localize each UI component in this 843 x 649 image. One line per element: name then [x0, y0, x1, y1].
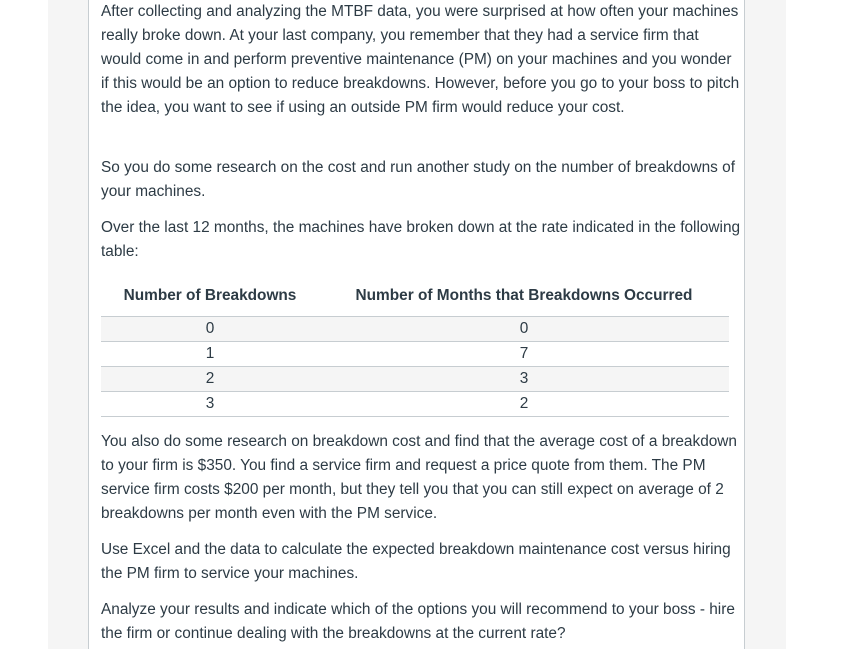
cell-months: 3: [319, 367, 729, 392]
cell-breakdowns: 2: [101, 367, 319, 392]
table-row: [101, 317, 729, 342]
table-header-row: [101, 276, 729, 317]
header-months: Number of Months that Breakdowns Occurred: [355, 287, 693, 304]
cell-breakdowns: 3: [101, 392, 319, 417]
cell-months: 0: [319, 317, 729, 342]
paragraph-history: Over the last 12 months, the machines have broken down at the rate indicated in the following table:: [101, 219, 741, 260]
paragraph-excel: Use Excel and the data to calculate the expected breakdown maintenance cost versus hiring the PM firm to service your machines.: [101, 541, 731, 582]
table-row: [101, 367, 729, 392]
table-row: [101, 342, 729, 367]
paragraph-analyze: Analyze your results and indicate which of the options you will recommend to your boss - hire the firm or continue dealing with the breakdowns at the current rate?: [101, 601, 735, 642]
cell-breakdowns: 1: [101, 342, 319, 367]
header-breakdowns: Number of Breakdowns: [123, 287, 297, 304]
cell-breakdowns: 0: [101, 317, 319, 342]
left-gutter: [48, 0, 88, 649]
content-page: [88, 0, 745, 649]
cell-months: 2: [319, 392, 729, 417]
cell-months: 7: [319, 342, 729, 367]
paragraph-quote: You also do some research on breakdown cost and find that the average cost of a breakdown to your firm is $350. You find a service firm and request a price quote from them. The PM service firm costs $200 per month, but they tell you that you can still expect on average of 2 breakdowns per month even with the PM service.: [101, 433, 737, 522]
right-gutter: [745, 0, 786, 649]
paragraph-research: So you do some research on the cost and run another study on the number of breakdowns of your machines.: [101, 159, 735, 200]
table-row: [101, 392, 729, 417]
breakdown-table: [101, 276, 729, 417]
paragraph-intro: After collecting and analyzing the MTBF data, you were surprised at how often your machines really broke down. At your last company, you remember that they had a service firm that would come in and perform preventive maintenance (PM) on your machines and you wonder if this would be an option to reduce breakdowns. However, before you go to your boss to pitch the idea, you want to see if using an outside PM firm would reduce your cost.: [101, 3, 740, 116]
